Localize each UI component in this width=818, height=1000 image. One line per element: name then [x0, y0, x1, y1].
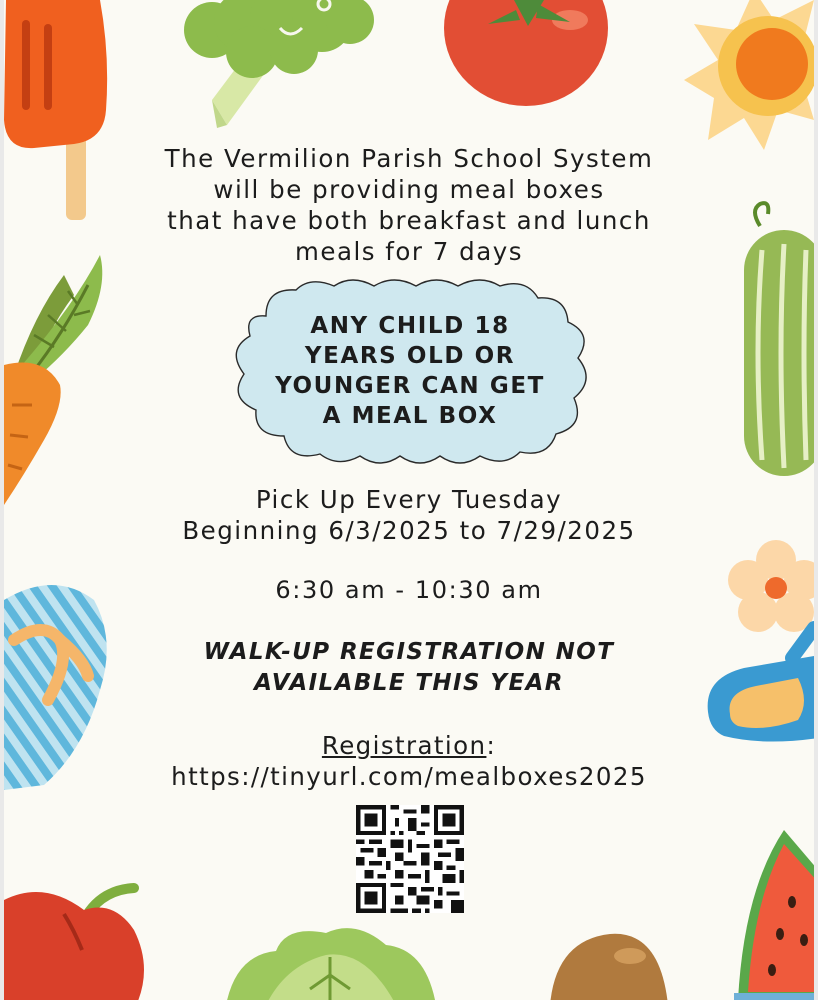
time-range: 6:30 am - 10:30 am — [275, 576, 543, 604]
intro-text — [94, 143, 724, 267]
lettuce-icon — [226, 925, 436, 1000]
pickup-line: Beginning 6/3/2025 to 7/29/2025 — [182, 516, 636, 545]
intro-line: will be providing meal boxes — [213, 175, 605, 204]
registration-heading — [94, 730, 724, 761]
walkup-line: WALK-UP REGISTRATION NOT — [203, 639, 615, 665]
intro-line: that have both breakfast and lunch — [167, 206, 651, 235]
flyer — [4, 0, 814, 1000]
eligibility-text — [242, 311, 578, 431]
broccoli-icon — [182, 0, 382, 130]
eligibility-line: ANY CHILD 18 — [310, 313, 510, 339]
eligibility-line: YEARS OLD OR — [304, 343, 516, 369]
watermelon-icon — [734, 830, 814, 1000]
eligibility-line: YOUNGER CAN GET — [275, 373, 545, 399]
pickup-info — [94, 484, 724, 546]
cucumber-icon — [740, 200, 814, 480]
potato-icon — [550, 930, 670, 1000]
eligibility-line: A MEAL BOX — [322, 403, 498, 429]
intro-line: The Vermilion Parish School System — [164, 144, 654, 173]
registration-colon: : — [486, 731, 497, 760]
carrot-icon — [4, 255, 114, 510]
registration-label: Registration — [321, 731, 487, 760]
qr-code[interactable] — [356, 805, 464, 913]
pickup-line: Pick Up Every Tuesday — [255, 485, 563, 514]
bell-pepper-icon — [4, 880, 154, 1000]
flower-icon — [726, 538, 814, 634]
registration-link[interactable]: https://tinyurl.com/mealboxes2025 — [171, 762, 647, 791]
walkup-notice — [94, 637, 724, 699]
tomato-icon — [440, 0, 610, 110]
walkup-line: AVAILABLE THIS YEAR — [254, 670, 564, 696]
intro-line: meals for 7 days — [295, 237, 523, 266]
